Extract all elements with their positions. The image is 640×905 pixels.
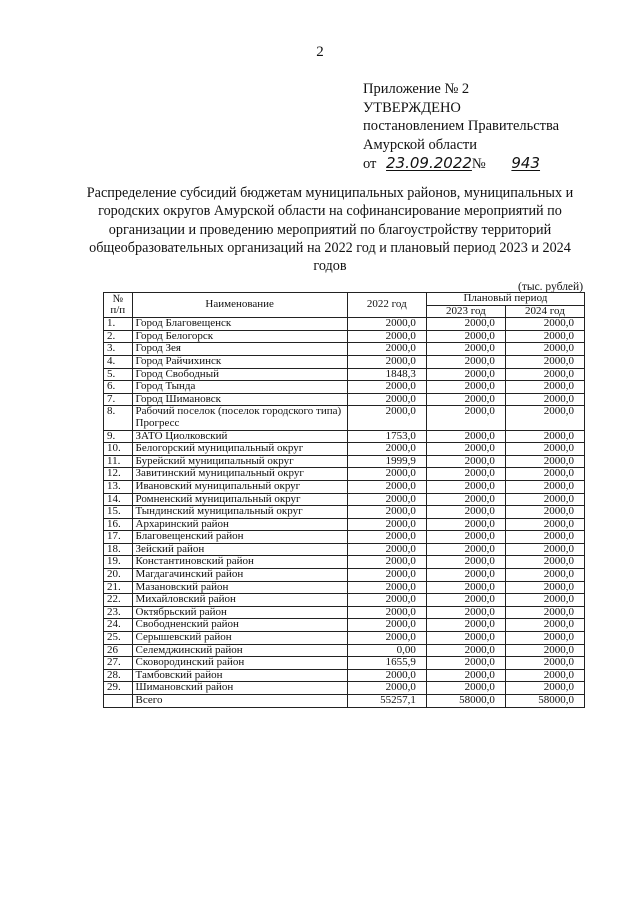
row-name: Тамбовский район — [132, 669, 347, 682]
appendix-line-4: Амурской области — [363, 136, 477, 153]
total-2022: 55257,1 — [347, 695, 426, 708]
appendix-line-1: Приложение № 2 — [363, 81, 470, 97]
table-row — [104, 518, 585, 531]
row-2023: 2000,0 — [426, 368, 505, 381]
row-name: Город Белогорск — [132, 330, 347, 343]
row-name: Город Тында — [132, 381, 347, 394]
table-row — [104, 318, 585, 331]
table-row — [104, 468, 585, 481]
document-title: Распределение субсидий бюджетам муниципальных районов, муниципальных и городских округов Амурской области на софинансирование мероприятий по организации и проведению мероприятий по благоустройству территорий общеобразовательных организаций на 2022 год и плановый период 2023 и 2024 годов — [86, 185, 574, 275]
row-num: 10. — [104, 443, 133, 456]
row-name: Ромненский муниципальный округ — [132, 493, 347, 506]
row-2023: 2000,0 — [426, 443, 505, 456]
total-2023: 58000,0 — [426, 695, 505, 708]
row-num: 28. — [104, 669, 133, 682]
row-2024: 2000,0 — [505, 606, 584, 619]
row-name: Мазановский район — [132, 581, 347, 594]
appendix-line-2: УТВЕРЖДЕНО — [363, 99, 461, 116]
row-num: 26 — [104, 644, 133, 657]
table-row — [104, 644, 585, 657]
row-2024: 2000,0 — [505, 644, 584, 657]
row-2024: 2000,0 — [505, 518, 584, 531]
row-2022: 1999,9 — [347, 455, 426, 468]
row-name: Благовещенский район — [132, 531, 347, 544]
table-row — [104, 368, 585, 381]
row-name: Архаринский район — [132, 518, 347, 531]
row-2023: 2000,0 — [426, 569, 505, 582]
subsidy-table — [103, 292, 585, 708]
header-2022: 2022 год — [347, 293, 426, 318]
row-num: 18. — [104, 543, 133, 556]
header-num: № п/п — [104, 293, 133, 318]
table-row — [104, 406, 585, 430]
row-2023: 2000,0 — [426, 343, 505, 356]
row-2024: 2000,0 — [505, 330, 584, 343]
row-num: 25. — [104, 632, 133, 645]
row-2024: 2000,0 — [505, 531, 584, 544]
row-2023: 2000,0 — [426, 619, 505, 632]
row-num: 23. — [104, 606, 133, 619]
table-row — [104, 330, 585, 343]
row-2024: 2000,0 — [505, 594, 584, 607]
from-label: от — [363, 156, 377, 172]
row-2023: 2000,0 — [426, 506, 505, 519]
table-row — [104, 531, 585, 544]
row-2022: 2000,0 — [347, 619, 426, 632]
row-2022: 2000,0 — [347, 381, 426, 394]
row-2022: 2000,0 — [347, 581, 426, 594]
row-name: Город Райчихинск — [132, 355, 347, 368]
row-num: 17. — [104, 531, 133, 544]
handwritten-date: 23.09.2022 — [386, 154, 472, 172]
row-2024: 2000,0 — [505, 468, 584, 481]
row-num: 4. — [104, 355, 133, 368]
row-2024: 2000,0 — [505, 556, 584, 569]
table-row — [104, 569, 585, 582]
row-name: Город Зея — [132, 343, 347, 356]
table-row — [104, 581, 585, 594]
row-name: Михайловский район — [132, 594, 347, 607]
row-num: 8. — [104, 406, 133, 430]
row-2022: 2000,0 — [347, 556, 426, 569]
row-2023: 2000,0 — [426, 682, 505, 695]
row-name: Рабочий поселок (поселок городского типа) Прогресс — [132, 406, 347, 430]
row-name: Серышевский район — [132, 632, 347, 645]
row-2024: 2000,0 — [505, 632, 584, 645]
row-num: 12. — [104, 468, 133, 481]
row-2023: 2000,0 — [426, 669, 505, 682]
row-2023: 2000,0 — [426, 531, 505, 544]
row-2024: 2000,0 — [505, 406, 584, 430]
table-row — [104, 682, 585, 695]
table-row — [104, 556, 585, 569]
row-name: ЗАТО Циолковский — [132, 430, 347, 443]
row-2022: 2000,0 — [347, 443, 426, 456]
table-row — [104, 343, 585, 356]
row-name: Завитинский муниципальный округ — [132, 468, 347, 481]
table-row — [104, 381, 585, 394]
row-2024: 2000,0 — [505, 506, 584, 519]
table-row — [104, 594, 585, 607]
row-2023: 2000,0 — [426, 455, 505, 468]
table-row — [104, 632, 585, 645]
row-2022: 2000,0 — [347, 594, 426, 607]
row-2023: 2000,0 — [426, 594, 505, 607]
row-2024: 2000,0 — [505, 343, 584, 356]
row-name: Тындинский муниципальный округ — [132, 506, 347, 519]
header-planned: Плановый период — [426, 293, 584, 306]
row-num: 9. — [104, 430, 133, 443]
row-name: Город Шимановск — [132, 393, 347, 406]
table-row — [104, 355, 585, 368]
row-2023: 2000,0 — [426, 468, 505, 481]
row-name: Зейский район — [132, 543, 347, 556]
row-num: 14. — [104, 493, 133, 506]
row-name: Октябрьский район — [132, 606, 347, 619]
row-2024: 2000,0 — [505, 581, 584, 594]
row-2022: 1848,3 — [347, 368, 426, 381]
header-name: Наименование — [132, 293, 347, 318]
table-row — [104, 543, 585, 556]
row-name: Город Свободный — [132, 368, 347, 381]
row-num: 19. — [104, 556, 133, 569]
row-2023: 2000,0 — [426, 632, 505, 645]
row-num: 29. — [104, 682, 133, 695]
row-2024: 2000,0 — [505, 493, 584, 506]
appendix-line-3: постановлением Правительства — [363, 118, 560, 134]
row-2024: 2000,0 — [505, 669, 584, 682]
row-2024: 2000,0 — [505, 381, 584, 394]
row-name: Магдагачинский район — [132, 569, 347, 582]
row-2022: 2000,0 — [347, 393, 426, 406]
table-row — [104, 669, 585, 682]
total-num — [104, 695, 133, 708]
row-2022: 2000,0 — [347, 669, 426, 682]
row-2023: 2000,0 — [426, 606, 505, 619]
row-num: 16. — [104, 518, 133, 531]
row-num: 1. — [104, 318, 133, 331]
row-2024: 2000,0 — [505, 455, 584, 468]
row-name: Ивановский муниципальный округ — [132, 480, 347, 493]
row-num: 7. — [104, 393, 133, 406]
row-2024: 2000,0 — [505, 318, 584, 331]
row-2022: 2000,0 — [347, 543, 426, 556]
row-2022: 2000,0 — [347, 493, 426, 506]
row-2023: 2000,0 — [426, 318, 505, 331]
row-name: Бурейский муниципальный округ — [132, 455, 347, 468]
row-name: Селемджинский район — [132, 644, 347, 657]
row-num: 2. — [104, 330, 133, 343]
row-num: 22. — [104, 594, 133, 607]
row-2023: 2000,0 — [426, 644, 505, 657]
row-num: 3. — [104, 343, 133, 356]
row-2024: 2000,0 — [505, 480, 584, 493]
row-num: 20. — [104, 569, 133, 582]
row-2022: 2000,0 — [347, 506, 426, 519]
row-2022: 1753,0 — [347, 430, 426, 443]
row-2024: 2000,0 — [505, 443, 584, 456]
handwritten-number: 943 — [511, 154, 541, 172]
unit-label: (тыс. рублей) — [518, 281, 584, 293]
row-2022: 2000,0 — [347, 406, 426, 430]
table-row — [104, 393, 585, 406]
header-2023: 2023 год — [426, 305, 505, 318]
row-2023: 2000,0 — [426, 330, 505, 343]
row-2024: 2000,0 — [505, 619, 584, 632]
table-row — [104, 657, 585, 670]
row-2024: 2000,0 — [505, 543, 584, 556]
row-2023: 2000,0 — [426, 518, 505, 531]
row-num: 27. — [104, 657, 133, 670]
number-label: № — [471, 156, 486, 172]
table-row — [104, 619, 585, 632]
row-2022: 2000,0 — [347, 569, 426, 582]
table-row — [104, 443, 585, 456]
row-2022: 2000,0 — [347, 632, 426, 645]
row-2022: 2000,0 — [347, 355, 426, 368]
total-label: Всего — [132, 695, 347, 708]
table-row — [104, 506, 585, 519]
row-2023: 2000,0 — [426, 581, 505, 594]
appendix-block — [363, 80, 591, 174]
table-row — [104, 493, 585, 506]
row-num: 13. — [104, 480, 133, 493]
total-2024: 58000,0 — [505, 695, 584, 708]
row-2022: 0,00 — [347, 644, 426, 657]
row-2024: 2000,0 — [505, 355, 584, 368]
row-num: 15. — [104, 506, 133, 519]
table-row — [104, 455, 585, 468]
table-row — [104, 606, 585, 619]
row-2023: 2000,0 — [426, 543, 505, 556]
row-2022: 2000,0 — [347, 682, 426, 695]
header-2024: 2024 год — [505, 305, 584, 318]
row-2023: 2000,0 — [426, 430, 505, 443]
row-2024: 2000,0 — [505, 430, 584, 443]
row-2022: 2000,0 — [347, 343, 426, 356]
row-2023: 2000,0 — [426, 406, 505, 430]
row-2022: 1655,9 — [347, 657, 426, 670]
row-num: 11. — [104, 455, 133, 468]
decree-date-number — [363, 154, 591, 174]
row-name: Город Благовещенск — [132, 318, 347, 331]
row-2023: 2000,0 — [426, 493, 505, 506]
row-name: Белогорский муниципальный округ — [132, 443, 347, 456]
row-2024: 2000,0 — [505, 569, 584, 582]
row-2024: 2000,0 — [505, 393, 584, 406]
row-2022: 2000,0 — [347, 518, 426, 531]
row-name: Свободненский район — [132, 619, 347, 632]
row-num: 6. — [104, 381, 133, 394]
row-2023: 2000,0 — [426, 393, 505, 406]
row-num: 5. — [104, 368, 133, 381]
row-name: Шимановский район — [132, 682, 347, 695]
row-2022: 2000,0 — [347, 468, 426, 481]
row-2023: 2000,0 — [426, 556, 505, 569]
row-2024: 2000,0 — [505, 682, 584, 695]
row-2022: 2000,0 — [347, 606, 426, 619]
row-num: 21. — [104, 581, 133, 594]
table-row — [104, 480, 585, 493]
row-2023: 2000,0 — [426, 657, 505, 670]
row-name: Сковородинский район — [132, 657, 347, 670]
page-number: 2 — [316, 44, 324, 60]
row-2022: 2000,0 — [347, 318, 426, 331]
row-2022: 2000,0 — [347, 531, 426, 544]
table-row — [104, 430, 585, 443]
row-num: 24. — [104, 619, 133, 632]
row-name: Константиновский район — [132, 556, 347, 569]
row-2023: 2000,0 — [426, 355, 505, 368]
row-2022: 2000,0 — [347, 330, 426, 343]
row-2023: 2000,0 — [426, 480, 505, 493]
row-2024: 2000,0 — [505, 368, 584, 381]
total-row — [104, 695, 585, 708]
row-2023: 2000,0 — [426, 381, 505, 394]
row-2022: 2000,0 — [347, 480, 426, 493]
row-2024: 2000,0 — [505, 657, 584, 670]
